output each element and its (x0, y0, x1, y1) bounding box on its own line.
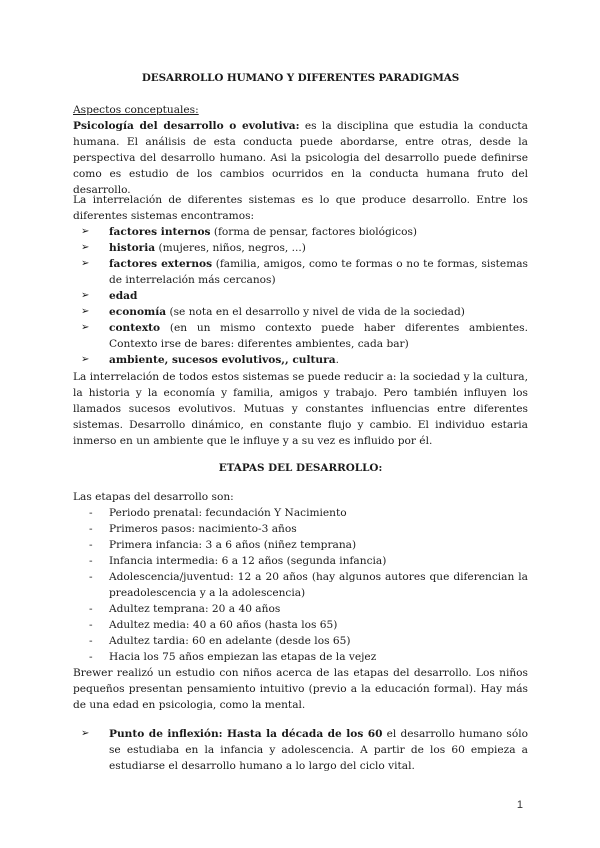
list-item (73, 569, 528, 601)
list-item (73, 224, 528, 240)
list-item-term: economía (109, 306, 167, 318)
dash-bullet-icon: - (89, 507, 93, 519)
list-item (73, 521, 528, 537)
list-item (73, 288, 528, 304)
list-item (73, 601, 528, 617)
etapas-title: ETAPAS DEL DESARROLLO: (218, 462, 383, 474)
sistemas-intro: La interrelación de diferentes sistemas es lo que produce desarrollo. Entre los diferentes sistemas encontramos: (73, 194, 528, 222)
list-item-text: Adolescencia/juventud: 12 a 20 años (hay algunos autores que diferencian la preadolescencia y a la adolescencia) (109, 571, 528, 599)
list-item (73, 256, 528, 288)
list-item (73, 553, 528, 569)
list-item (73, 352, 528, 368)
list-item-term: ambiente, sucesos evolutivos,, cultura (109, 354, 336, 366)
inflexion-text: el desarrollo humano sólo se estudiaba en la infancia y adolescencia. A partir de los 60 empieza a estudiarse el desarrollo humano a lo largo del ciclo vital. (109, 728, 528, 772)
arrow-bullet-icon: ➢ (81, 242, 90, 253)
definition-paragraph (73, 118, 528, 198)
list-item-text: Adultez media: 40 a 60 años (hasta los 65) (109, 619, 338, 631)
list-item-desc: (en un mismo contexto puede haber diferentes ambientes. Contexto irse de bares: diferentes ambientes, cada bar) (109, 322, 528, 350)
etapas-list (73, 505, 528, 665)
interrelacion-paragraph: La interrelación de todos estos sistemas se puede reducir a: la sociedad y la cultura, la historia y la economía y familia, amigos y trabajo. Pero también influyen los llamados sucesos evolutivos. Mutuas y constantes influencias entre diferentes sistemas. Desarrollo dinámico, en constante flujo y cambio. El individuo estaria inmerso en un ambiente que le influye y a su vez es influido por él. (73, 371, 528, 447)
list-item-desc: (familia, amigos, como te formas o no te formas, sistemas de interrelación más cercanos) (109, 258, 528, 286)
list-item (73, 505, 528, 521)
inflexion-term: Punto de inflexión: Hasta la década de los 60 (109, 728, 383, 740)
list-item (73, 617, 528, 633)
list-item-desc: (forma de pensar, factores biológicos) (210, 226, 418, 238)
list-item-text: Primera infancia: 3 a 6 años (niñez temprana) (109, 539, 357, 551)
list-item-text: Periodo prenatal: fecundación Y Nacimiento (109, 507, 347, 519)
list-item-text: Primeros pasos: nacimiento-3 años (109, 523, 297, 535)
list-item (73, 320, 528, 352)
dash-bullet-icon: - (89, 651, 93, 663)
etapas-section (73, 489, 528, 665)
arrow-bullet-icon: ➢ (81, 322, 90, 333)
aspectos-section (73, 102, 528, 198)
list-item-term: factores internos (109, 226, 211, 238)
arrow-bullet-icon: ➢ (81, 258, 90, 269)
definition-term: Psicología del desarrollo o evolutiva: (73, 120, 300, 132)
list-item-desc: (mujeres, niños, negros, ...) (155, 242, 306, 254)
list-item-text: Adultez temprana: 20 a 40 años (109, 603, 281, 615)
inflexion-section (73, 726, 528, 774)
list-item (73, 304, 528, 320)
list-item (73, 537, 528, 553)
arrow-bullet-icon: ➢ (81, 728, 90, 739)
list-item-text: Infancia intermedia: 6 a 12 años (segunda infancia) (109, 555, 387, 567)
list-item (73, 726, 528, 774)
list-item-desc: . (335, 354, 339, 366)
list-item-term: historia (109, 242, 156, 254)
list-item-term: factores externos (109, 258, 213, 270)
list-item-text: Adultez tardia: 60 en adelante (desde los 65) (109, 635, 351, 647)
document-title: DESARROLLO HUMANO Y DIFERENTES PARADIGMAS (141, 72, 460, 84)
list-item-text: Hacia los 75 años empiezan las etapas de la vejez (109, 651, 377, 663)
list-item-term: edad (109, 290, 138, 302)
list-item (73, 240, 528, 256)
list-item (73, 649, 528, 665)
dash-bullet-icon: - (89, 571, 93, 583)
page-number: 1 (516, 799, 523, 811)
dash-bullet-icon: - (89, 619, 93, 631)
aspectos-heading: Aspectos conceptuales: (73, 104, 199, 116)
arrow-bullet-icon: ➢ (81, 306, 90, 317)
list-item (73, 633, 528, 649)
dash-bullet-icon: - (89, 555, 93, 567)
arrow-bullet-icon: ➢ (81, 354, 90, 365)
list-item-desc: (se nota en el desarrollo y nivel de vida de la sociedad) (166, 306, 465, 318)
dash-bullet-icon: - (89, 603, 93, 615)
arrow-bullet-icon: ➢ (81, 226, 90, 237)
dash-bullet-icon: - (89, 539, 93, 551)
dash-bullet-icon: - (89, 635, 93, 647)
dash-bullet-icon: - (89, 523, 93, 535)
sistemas-list (73, 224, 528, 368)
brewer-paragraph: Brewer realizó un estudio con niños acerca de las etapas del desarrollo. Los niños pequeños presentan pensamiento intuitivo (previo a la educación formal). Hay más de una edad en psicologia, como la mental. (73, 667, 528, 711)
inflexion-list (73, 726, 528, 774)
etapas-intro: Las etapas del desarrollo son: (73, 491, 234, 503)
definition-text: es la disciplina que estudia la conducta humana. El análisis de esta conducta puede abordarse, entre otras, desde la perspectiva del desarrollo humano. Asi la psicologia del desarrollo puede definirse como es estudio de los cambios ocurridos en la conducta humana fruto del desarrollo. (73, 120, 529, 196)
arrow-bullet-icon: ➢ (81, 290, 90, 301)
sistemas-section (73, 192, 528, 368)
list-item-term: contexto (109, 322, 161, 334)
